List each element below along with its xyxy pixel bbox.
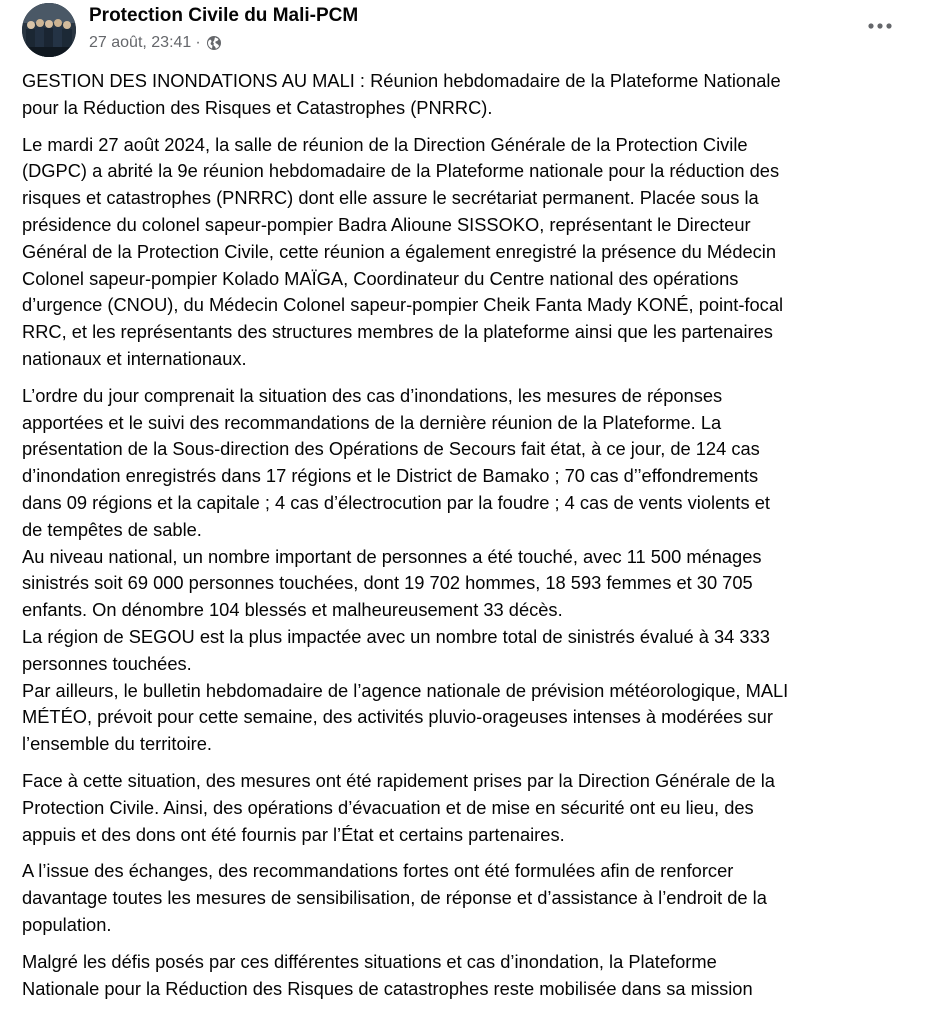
post-text-line: davantage toutes les mesures de sensibilisation, de réponse et d’assistance à l’endroit de la [22,887,767,909]
post-text-line: GESTION DES INONDATIONS AU MALI : Réunion hebdomadaire de la Plateforme Nationale [22,70,781,91]
post-text-line: présentation de la Sous-direction des Opérations de Secours fait état, à ce jour, de 124 cas [22,438,760,460]
post-text-line: d’inondation enregistrés dans 17 régions et le District de Bamako ; 70 cas d’’effondrements [22,465,759,487]
post-text-line: Malgré les défis posés par ces différentes situations et cas d’inondation, la Plateforme [22,950,717,972]
post-timestamp[interactable]: 27 août, 23:41 [89,34,192,51]
post-text-line: enfants. On dénombre 104 blessés et malheureusement 33 décès. [22,599,563,621]
post-text-line: risques et catastrophes (PNRRC) dont elle assure le secrétariat permanent. Placée sous la [22,187,759,209]
post-text-line: de tempêtes de sable. [22,518,202,540]
more-options-button[interactable] [860,10,900,42]
post-text-line: Le mardi 27 août 2024, la salle de réunion de la Direction Générale de la Protection Civile [22,133,748,155]
post-text-line: La région de SEGOU est la plus impactée avec un nombre total de sinistrés évalué à 34 333 [22,625,770,647]
post-text-line: Au niveau national, un nombre important de personnes a été touché, avec 11 500 ménages [22,545,762,567]
avatar[interactable] [22,3,76,57]
post-paragraph [22,949,910,1003]
post-text-line: l’ensemble du territoire. [22,733,213,755]
author-name[interactable]: Protection Civile du Mali-PCM [89,5,359,26]
post-text-line: Protection Civile. Ainsi, des opérations d’évacuation et de mise en sécurité ont eu lieu, des [22,796,754,818]
post-text-line: population. [22,913,112,935]
post-text-line: MÉTÉO, prévoit pour cette semaine, des activités pluvio-orageuses intenses à modérées sur [22,706,773,728]
post-header [0,0,928,66]
meta-separator: · [195,34,201,51]
post-paragraph [22,68,910,122]
post-text-line: Colonel sapeur-pompier Kolado MAÏGA, Coordinateur du Centre national des opérations [22,267,739,289]
post-text-line: RRC, et les représentants des structures membres de la plateforme ainsi que les partenaires [22,321,773,343]
post-text-line: nationaux et internationaux. [22,347,247,369]
post-text-line: Par ailleurs, le bulletin hebdomadaire de l’agence nationale de prévision météorologique, MALI [22,679,789,701]
post-text-line: (DGPC) a abrité la 9e réunion hebdomadaire de la Plateforme nationale pour la réduction des [22,160,780,182]
post-meta [89,34,222,52]
post-text-line: d’urgence (CNOU), du Médecin Colonel sapeur-pompier Cheik Fanta Mady KONÉ, point-focal [22,294,784,316]
more-horizontal-icon [868,23,892,29]
post-paragraph [22,132,910,373]
post-text-line: présidence du colonel sapeur-pompier Badra Alioune SISSOKO, représentant le Directeur [22,213,751,235]
post-text [22,68,910,1012]
post-text-line: pour la Réduction des Risques et Catastrophes (PNRRC). [22,96,493,118]
post-paragraph [22,383,910,758]
post-paragraph [22,858,910,938]
avatar-group-photo-icon [22,3,76,57]
post-text-line: sinistrés soit 69 000 personnes touchées, dont 19 702 hommes, 18 593 femmes et 30 705 [22,572,753,594]
post-text-line: dans 09 régions et la capitale ; 4 cas d’électrocution par la foudre ; 4 cas de vents violents et [22,491,770,513]
post-text-line: Nationale pour la Réduction des Risques de catastrophes reste mobilisée dans sa mission [22,977,753,999]
post-text-line: Général de la Protection Civile, cette réunion a également enregistré la présence du Médecin [22,240,777,262]
post-text-line: A l’issue des échanges, des recommandations fortes ont été formulées afin de renforcer [22,860,734,882]
post-text-line: L’ordre du jour comprenait la situation des cas d’inondations, les mesures de réponses [22,384,723,406]
post-text-line: personnes touchées. [22,652,192,674]
post-text-line: appuis et des dons ont été fournis par l’État et certains partenaires. [22,823,565,845]
post-text-line: apportées et le suivi des recommandations de la dernière réunion de la Plateforme. La [22,411,722,433]
post-text-line: Face à cette situation, des mesures ont été rapidement prises par la Direction Générale de la [22,769,775,791]
globe-icon[interactable] [206,35,222,51]
post-paragraph [22,768,910,848]
